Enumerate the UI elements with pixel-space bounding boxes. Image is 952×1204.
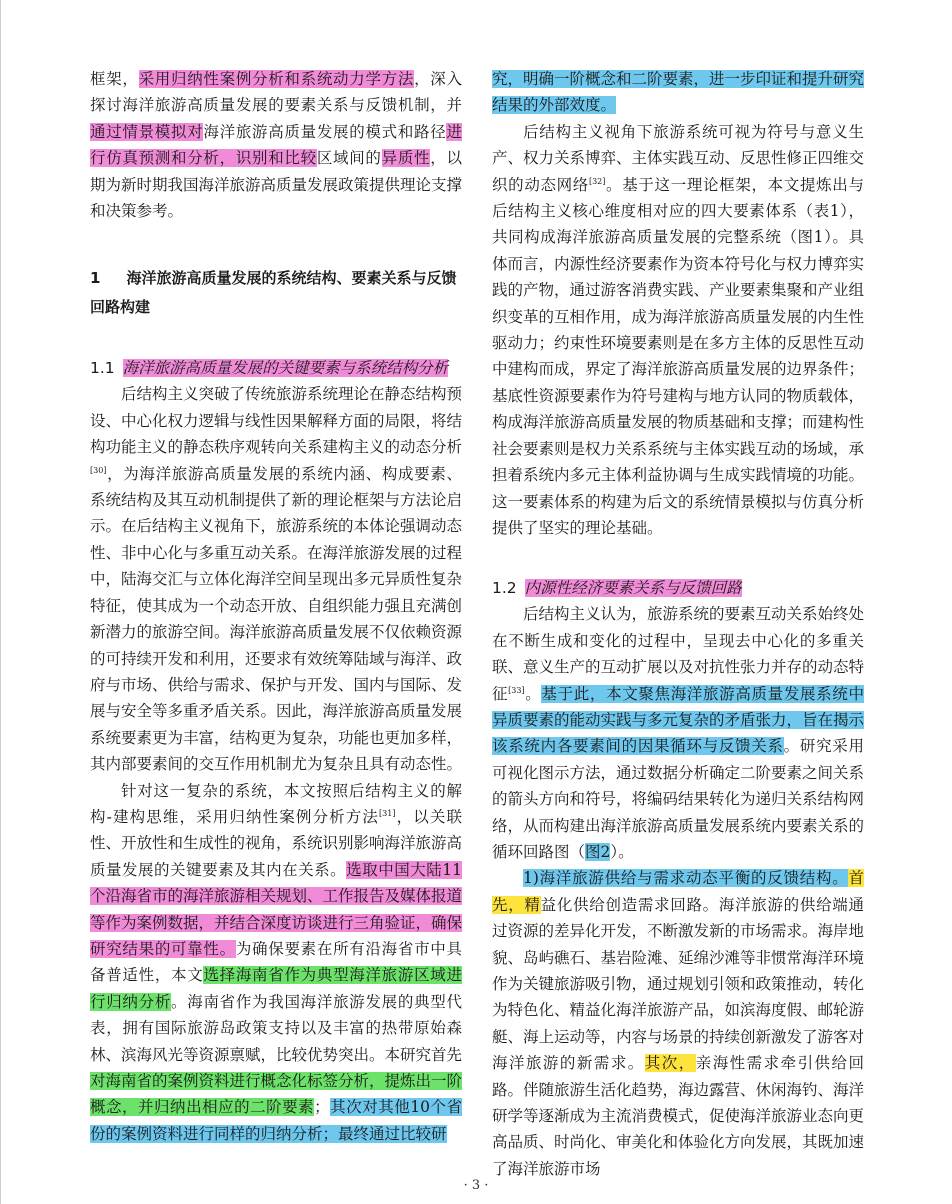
text-run: ，深入探讨海洋旅游高质量发展的要素关系与反馈机制，并 [90, 70, 462, 115]
text-run: 后结构主义视角下旅游系统可视为符号与意义生产、权力关系博弈、主体实践互动、反思性修正四维交织的动态网络 [492, 122, 865, 194]
highlight-green: 选择海南省作为典型海洋旅游区域进行归纳分析 [90, 966, 462, 1011]
citation-ref: [30] [90, 465, 107, 475]
highlight-yellow: 其次， [644, 1054, 696, 1073]
text-run: 区域间的 [316, 149, 382, 168]
highlight-yellow: 首先，精 [492, 869, 864, 914]
text-run: 。基于这一理论框架，本文提炼出与后结构主义核心维度相对应的四大要素体系（表1），共同构成海洋旅游高质量发展的完整系统（图1）。具体而言，内源性经济要素作为资本符号化与权力博弈实践的产物，通过游客消费实践、产业要素集聚和产业组织变革的互相作用，成为海洋旅游高质量发展的内生性驱动力；约束性环境要素则是在多方主体的反思性互动中建构而成，界定了海洋旅游高质量发展的边界条件；基底性资源要素作为符号建构与地方认同的物质载体，构成海洋旅游高质量发展的物质基础和支撑；而建构性社会要素则是权力关系系统与主体实践互动的场域，承担着系统内多元主体利益协调与生成实践情境的功能。这一要素体系的构建为后文的系统情景模拟与仿真分析提供了坚实的理论基础。 [492, 175, 865, 537]
subsection-1-1-heading [90, 355, 462, 381]
text-run: 。海南省作为我国海洋旅游发展的典型代表，拥有国际旅游岛政策支持以及丰富的热带原始森林、滨海风光等资源禀赋，比较优势突出。本研究首先 [90, 992, 463, 1064]
paragraph-element-interaction [492, 601, 864, 865]
text-run: 框架， [90, 70, 139, 88]
subsection-1-1-number: 1.1 [90, 359, 115, 378]
paragraph-post-structuralism [90, 381, 462, 777]
citation-ref: [31] [379, 808, 396, 818]
page-number: · 3 · [463, 1178, 489, 1193]
text-run: 后结构主义认为，旅游系统的要素互动关系始终处在不断生成和变化的过程中，呈现去中心化的多重关联、意义生产的互动扩展以及对抗性张力并存的动态特征 [492, 605, 865, 703]
text-run: ； [314, 1098, 330, 1117]
highlight-blue: 其次对其他10个省份的案例资料进行同样的归纳分析；最终通过比较研 [90, 1098, 462, 1143]
citation-ref: [33] [508, 685, 525, 695]
text-run: ，以期为新时期我国海洋旅游高质量发展政策提供理论支撑和决策参考。 [90, 149, 463, 221]
text-run: 海洋旅游高质量发展的模式和路径 [203, 122, 447, 141]
text-run: 亲海性需求牵引供给回路。伴随旅游生活化趋势，海边露营、休闲海钓、海洋研学等逐渐成为主流消费模式，促使海洋旅游业态向更高品质、时尚化、审美化和体验化方向发展，其既加速了海洋旅游市场 [492, 1054, 865, 1178]
text-run: ，为海洋旅游高质量发展的系统内涵、构成要素、系统结构及其互动机制提供了新的理论框架与方法论启示。在后结构主义视角下，旅游系统的本体论强调动态性、非中心化与多重互动关系。在海洋旅游发展的过程中，陆海交汇与立体化海洋空间呈现出多元异质性复杂特征，使其成为一个动态开放、自组织能力强且充满创新潜力的旅游空间。海洋旅游高质量发展不仅依赖资源的可持续开发和利用，还要求有效统筹陆域与海洋、政府与市场、供给与需求、保护与开发、国内与国际、发展与安全等多重矛盾关系。因此，海洋旅游高质量发展系统要素更为丰富，结构更为复杂，功能也更加多样，其内部要素间的交互作用机制尤为复杂且具有动态性。 [90, 464, 463, 774]
section-1-title: 海洋旅游高质量发展的系统结构、要素关系与反馈回路构建 [90, 269, 457, 317]
section-1-number: 1 [90, 269, 101, 288]
subsection-1-1-title: 海洋旅游高质量发展的关键要素与系统结构分析 [122, 359, 449, 378]
subsection-1-2-heading [492, 575, 864, 601]
page-edge-line [0, 0, 6, 1204]
highlight-blue: 1)海洋旅游供给与需求动态平衡的反馈结构。 [523, 869, 849, 888]
highlight-blue: 究，明确一阶概念和二阶要素，进一步印证和提升研究结果的外部效度。 [492, 70, 865, 115]
paragraph-case-method-end [492, 66, 864, 119]
text-run: 。 [524, 684, 542, 703]
highlight-pink: 采用归纳性案例分析和系统动力学方法 [138, 70, 415, 88]
section-1-heading [90, 264, 462, 322]
paragraph-case-method [90, 778, 462, 1148]
left-column [90, 66, 462, 1147]
text-run: 益化供给创造需求回路。海洋旅游的供给端通过资源的差异化开发，不断激发新的市场需求。海岸地貌、岛屿礁石、基岩险滩、延绵沙滩等非惯常海洋环境作为关键旅游吸引物，通过规划引领和政策推动，转化为特色化、精益化海洋旅游产品，如滨海度假、邮轮游艇、海上运动等，内容与场景的持续创新激发了游客对海洋旅游的新需求。 [492, 895, 865, 1073]
highlight-pink: 异质性 [381, 149, 431, 168]
paragraph-four-elements [492, 119, 864, 542]
right-column [492, 66, 864, 1182]
citation-ref: [32] [588, 176, 606, 186]
subsection-1-2-number: 1.2 [492, 579, 517, 598]
text-run: 为确保要素在所有沿海省市中具备普适性，本文 [90, 939, 462, 985]
subsection-1-2-title: 内源性经济要素关系与反馈回路 [524, 579, 742, 598]
highlight-green: 对海南省的案例资料进行概念化标签分析，提炼出一阶概念，并归纳出相应的二阶要素 [90, 1072, 463, 1117]
text-run: 后结构主义突破了传统旅游系统理论在静态结构预设、中心化权力逻辑与线性因果解释方面的局限，将结构功能主义的静态秩序观转向关系建构主义的动态分析 [90, 385, 463, 457]
highlight-blue: 基于此，本文聚焦海洋旅游高质量发展系统中异质要素的能动实践与多元复杂的矛盾张力，旨在揭示该系统内各要素间的因果循环与反馈关系 [492, 684, 865, 756]
text-run: ）。 [610, 842, 634, 861]
text-run: 。研究采用可视化图示方法，通过数据分析确定二阶要素之间关系的箭头方向和符号，将编码结果转化为递归关系结构网络，从而构建出海洋旅游高质量发展系统内要素关系的循环回路图（ [492, 737, 865, 861]
highlight-pink: 进行仿真预测和分析，识别和比较 [90, 122, 462, 168]
text-run: ，以关联性、开放性和生成性的视角，系统识别影响海洋旅游高质量发展的关键要素及其内在关系。 [90, 807, 463, 879]
text-run: 针对这一复杂的系统，本文按照后结构主义的解构-建构思维，采用归纳性案例分析方法 [90, 781, 462, 826]
highlight-blue: 图2 [585, 842, 611, 861]
highlight-pink: 选取中国大陆11个沿海省市的海洋旅游相关规划、工作报告及媒体报道等作为案例数据，并结合深度访谈进行三角验证，确保研究结果的可靠性。 [90, 860, 463, 958]
paragraph-intro-end [90, 66, 462, 224]
highlight-pink: 通过情景模拟对 [90, 122, 204, 141]
paragraph-supply-demand [492, 865, 864, 1182]
